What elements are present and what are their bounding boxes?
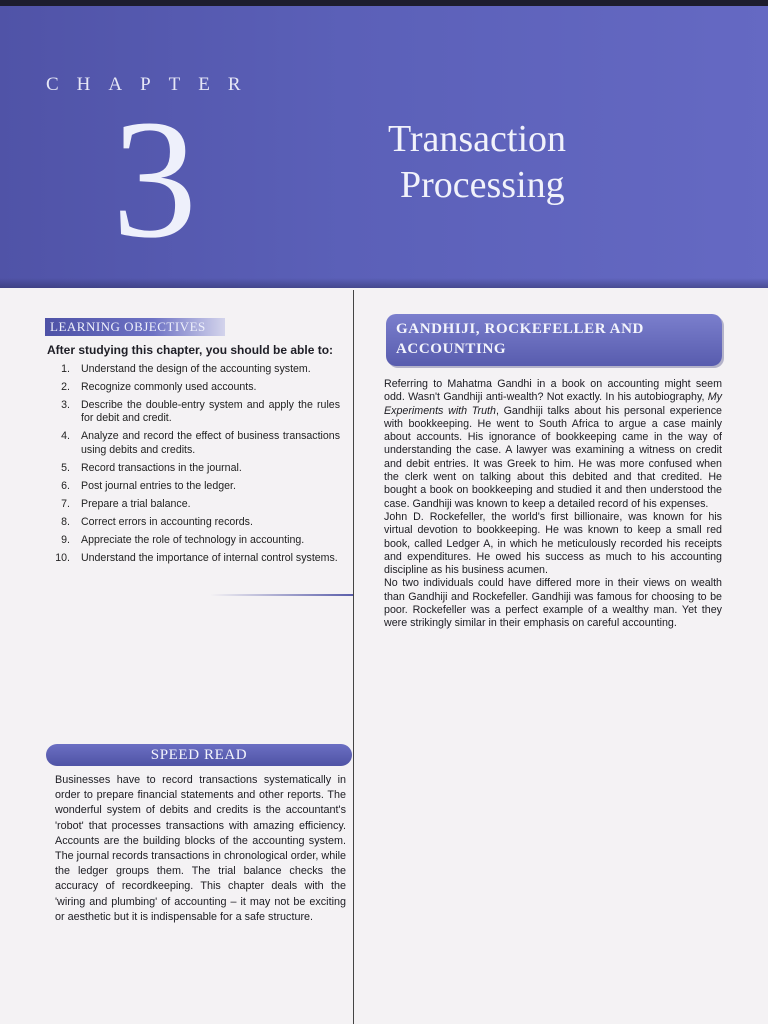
learning-objectives-list bbox=[48, 363, 340, 570]
body-paragraph: John D. Rockefeller, the world's first billionaire, was known for his virtual devotion to bookkeeping. He was known to keep a small red book, called Ledger A, in which he meticulously recorded his receipts and expenditures. He owed his success as much to his accounting discipline as his business acumen. bbox=[384, 510, 722, 577]
objective-item: 2. Recognize commonly used accounts. bbox=[61, 381, 257, 393]
column-divider bbox=[353, 290, 354, 1024]
speed-read-heading: SPEED READ bbox=[46, 744, 352, 766]
learning-objectives-heading: LEARNING OBJECTIVES bbox=[45, 318, 225, 336]
objective-item: 1. Understand the design of the accounting system. bbox=[61, 363, 311, 375]
chapter-title-line2: Processing bbox=[400, 164, 565, 206]
chapter-title-line1: Transaction bbox=[388, 118, 567, 160]
objectives-rule bbox=[210, 594, 353, 596]
gandhiji-rockefeller-body bbox=[384, 378, 722, 631]
objective-item: 7. Prepare a trial balance. bbox=[61, 497, 191, 510]
objective-item: 3. Describe the double-entry system and apply the rules for debit and credit. bbox=[61, 399, 340, 425]
body-paragraph: No two individuals could have differed more in their views on wealth than Gandhiji and Rockefeller. Gandhiji was famous for choosing to be poor. Rockefeller was a perfect example of a wealthy man. Yet they were strikingly similar in their emphasis on careful accounting. bbox=[384, 577, 722, 630]
speed-read-text: Businesses have to record transactions systematically in order to prepare financial statements and other reports. The wonderful system of debits and credits is the accountant's 'robot' that processes transactions with amazing efficiency. Accounts are the building blocks of the accounting system. The journal records transactions in chronological order, while the ledger groups them. The trial balance checks the accuracy of recordkeeping. This chapter deals with the 'wiring and plumbing' of accounting – it may not be exciting or aesthetic but it is indispensable for a safe structure. bbox=[55, 774, 346, 923]
objective-item: 9. Appreciate the role of technology in accounting. bbox=[61, 533, 305, 546]
chapter-label: CHAPTER bbox=[46, 74, 259, 95]
body-paragraph: Referring to Mahatma Gandhi in a book on accounting might seem odd. Wasn't Gandhiji anti-wealth? Not exactly. In his autobiography, My Experiments with Truth, Gandhiji talks about his personal experience with bookkeeping. He went to South Africa to argue a case mainly about accounts. His ignorance of bookkeeping came in the way of understanding the case. A lawyer was examining a witness on credit and debit entries. It was Greek to him. He was more confused when the clerk went on talking about this debited and that credited. He bought a book on bookkeeping and studied it and then understood the case. Gandhiji was known to keep a detailed record of his expenses. bbox=[384, 378, 722, 510]
chapter-title bbox=[388, 116, 728, 208]
gandhiji-heading-line2: ACCOUNTING bbox=[396, 341, 507, 357]
objective-item: 6. Post journal entries to the ledger. bbox=[61, 479, 236, 492]
gandhiji-heading-line1: GANDHIJI, ROCKEFELLER AND bbox=[396, 321, 644, 337]
objective-item: 10. Understand the importance of internal control systems. bbox=[55, 551, 338, 564]
objective-item: 4. Analyze and record the effect of business transactions using debits and credits. bbox=[61, 430, 340, 456]
chapter-banner bbox=[0, 0, 768, 288]
learning-objectives-intro: After studying this chapter, you should be able to: bbox=[47, 343, 334, 357]
objective-item: 8. Correct errors in accounting records. bbox=[61, 515, 253, 528]
book-title: My Experiments with Truth bbox=[384, 391, 722, 417]
gandhiji-rockefeller-heading bbox=[386, 314, 722, 366]
objective-item: 5. Record transactions in the journal. bbox=[61, 461, 242, 474]
chapter-number: 3 bbox=[112, 85, 197, 273]
